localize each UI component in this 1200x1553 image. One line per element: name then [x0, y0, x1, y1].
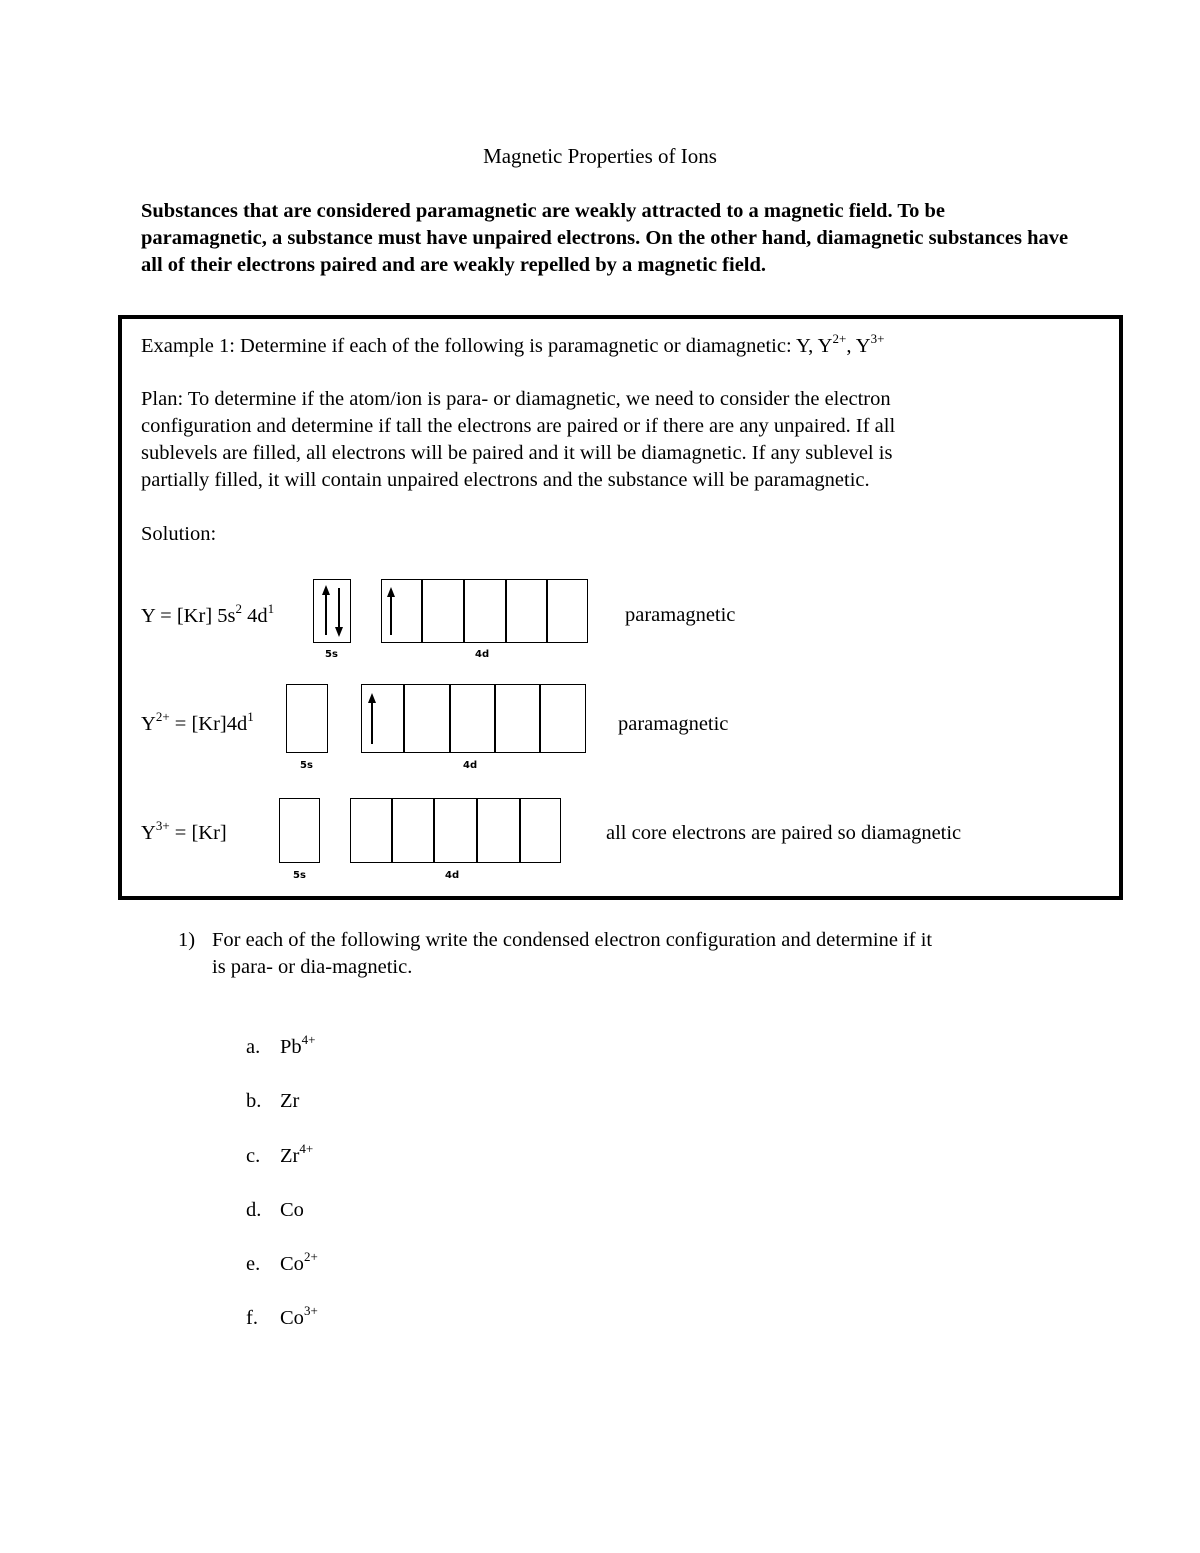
result-y: paramagnetic	[625, 604, 736, 626]
list-item-f: f. $Co^{3+}$	[246, 1303, 318, 1329]
label-5s-y3plus: 5s	[293, 870, 306, 881]
electron-up-arrow-5s-y	[322, 585, 330, 635]
question-line-1: For each of the following write the condensed electron configuration and determine if it	[212, 929, 933, 951]
config-y: Y = [Kr] $5s^2$ $4d^1$	[141, 601, 275, 627]
label-5s-y2plus: 5s	[300, 760, 313, 771]
page-title: Magnetic Properties of Ions	[483, 144, 717, 168]
plan-line-3: sublevels are filled, all electrons will be paired and it will be diamagnetic. If any sublevel is	[141, 442, 893, 464]
label-5s-y: 5s	[325, 649, 338, 660]
list-item-b: b. Zr	[246, 1090, 300, 1112]
question-number: 1)	[178, 929, 196, 951]
list-item-e: e. $Co^{2+}$	[246, 1249, 318, 1275]
plan-line-1: Plan: To determine if the atom/ion is para- or diamagnetic, we need to consider the electron	[141, 388, 891, 410]
result-y3plus: all core electrons are paired so diamagnetic	[606, 822, 962, 844]
config-y3plus: $Y^{3+} = [Kr]$	[141, 818, 227, 844]
label-4d-y: 4d	[475, 649, 490, 660]
intro-paragraph: Substances that are considered paramagnetic are weakly attracted to a magnetic field. To be paramagnetic, a substance must have unpaired electrons. On the other hand, diamagnetic substances have all of their electrons paired and are weakly repelled by a magnetic field.	[141, 200, 1069, 276]
list-item-c: c. $Zr^{4+}$	[246, 1141, 314, 1167]
plan-line-4: partially filled, it will contain unpaired electrons and the substance will be paramagnetic.	[141, 469, 870, 491]
label-4d-y3plus: 4d	[445, 870, 460, 881]
list-item-d: d. Co	[246, 1199, 304, 1221]
config-y2plus: $Y^{2+} = [Kr]4d^1$	[141, 709, 254, 735]
electron-down-arrow-5s-y	[335, 588, 343, 637]
electron-up-arrow-4d-y	[387, 587, 395, 635]
plan-line-2: configuration and determine if tall the electrons are paired or if there are any unpaired. If all	[141, 415, 896, 437]
solution-label: Solution:	[141, 523, 217, 545]
list-item-a: a. $Pb^{4+}$	[246, 1032, 316, 1058]
result-y2plus: paramagnetic	[618, 713, 729, 735]
question-line-2: is para- or dia-magnetic.	[212, 956, 413, 978]
example-prompt: Example 1: Determine if each of the following is paramagnetic or diamagnetic: Y, $Y^{2+}$, $Y^{3+}$	[141, 331, 885, 357]
electron-up-arrow-4d-y2plus	[368, 693, 376, 744]
label-4d-y2plus: 4d	[463, 760, 478, 771]
